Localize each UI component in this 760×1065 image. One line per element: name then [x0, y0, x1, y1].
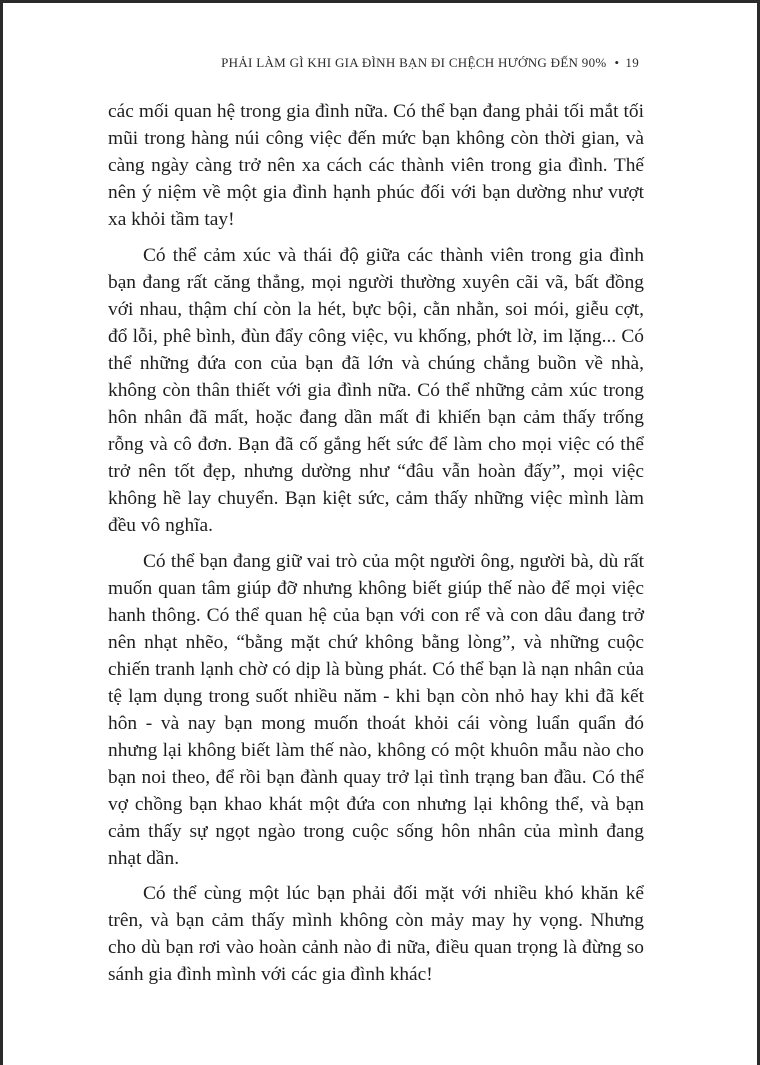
paragraph-3: Có thể bạn đang giữ vai trò của một người ông, người bà, dù rất muốn quan tâm giúp đỡ nhưng không biết giúp thế nào để mọi việc hanh thông. Có thể quan hệ của bạn với con rể và con dâu đang trở nên nhạt nhẽo, “bằng mặt chứ không bằng lòng”, và những cuộc chiến tranh lạnh chờ có dịp là bùng phát. Có thể bạn là nạn nhân của tệ lạm dụng trong suốt nhiều năm - khi bạn còn nhỏ hay khi đã kết hôn - và nay bạn mong muốn thoát khỏi cái vòng luẩn quẩn đó nhưng lại không biết làm thế nào, không có một khuôn mẫu nào cho bạn noi theo, để rồi bạn đành quay trở lại tình trạng ban đầu. Có thể vợ chồng bạn khao khát một đứa con nhưng lại không thể, và bạn cảm thấy sự ngọt ngào trong cuộc sống hôn nhân của mình đang nhạt dần.: [108, 550, 644, 869]
paragraph-4: Có thể cùng một lúc bạn phải đối mặt với nhiều khó khăn kể trên, và bạn cảm thấy mình không còn mảy may hy vọng. Nhưng cho dù bạn rơi vào hoàn cảnh nào đi nữa, điều quan trọng là đừng so sánh gia đình mình với các gia đình khác!: [108, 883, 644, 986]
header-separator: •: [614, 55, 620, 70]
paragraph-2: Có thể cảm xúc và thái độ giữa các thành viên trong gia đình bạn đang rất căng thẳng, mọi người thường xuyên cãi vã, bất đồng với nhau, thậm chí còn la hét, bực bội, cằn nhằn, soi mói, giễu cợt, đổ lỗi, phê bình, đùn đẩy công việc, vu khống, phớt lờ, im lặng... Có thể những đứa con của bạn đã lớn và chúng chẳng buồn về nhà, không còn thân thiết với gia đình nữa. Có thể những cảm xúc trong hôn nhân đã mất, hoặc đang dần mất đi khiến bạn cảm thấy trống rỗng và cô đơn. Bạn đã cố gắng hết sức để làm cho mọi việc có thể trở nên tốt đẹp, nhưng dường như “đâu vẫn hoàn đấy”, mọi việc không hề lay chuyển. Bạn kiệt sức, cảm thấy những việc mình làm đều vô nghĩa.: [108, 244, 644, 536]
paragraph-1: các mối quan hệ trong gia đình nữa. Có thể bạn đang phải tối mắt tối mũi trong hàng núi công việc đến mức bạn không còn thời gian, và càng ngày càng trở nên xa cách các thành viên trong gia đình. Thế nên ý niệm về một gia đình hạnh phúc đối với bạn dường như vượt xa khỏi tầm tay!: [108, 101, 644, 230]
page-number: 19: [625, 55, 639, 70]
running-header: [221, 55, 639, 71]
chapter-title: PHẢI LÀM GÌ KHI GIA ĐÌNH BẠN ĐI CHỆCH HƯỚNG ĐẾN 90%: [221, 55, 607, 70]
body-text: [108, 98, 644, 997]
